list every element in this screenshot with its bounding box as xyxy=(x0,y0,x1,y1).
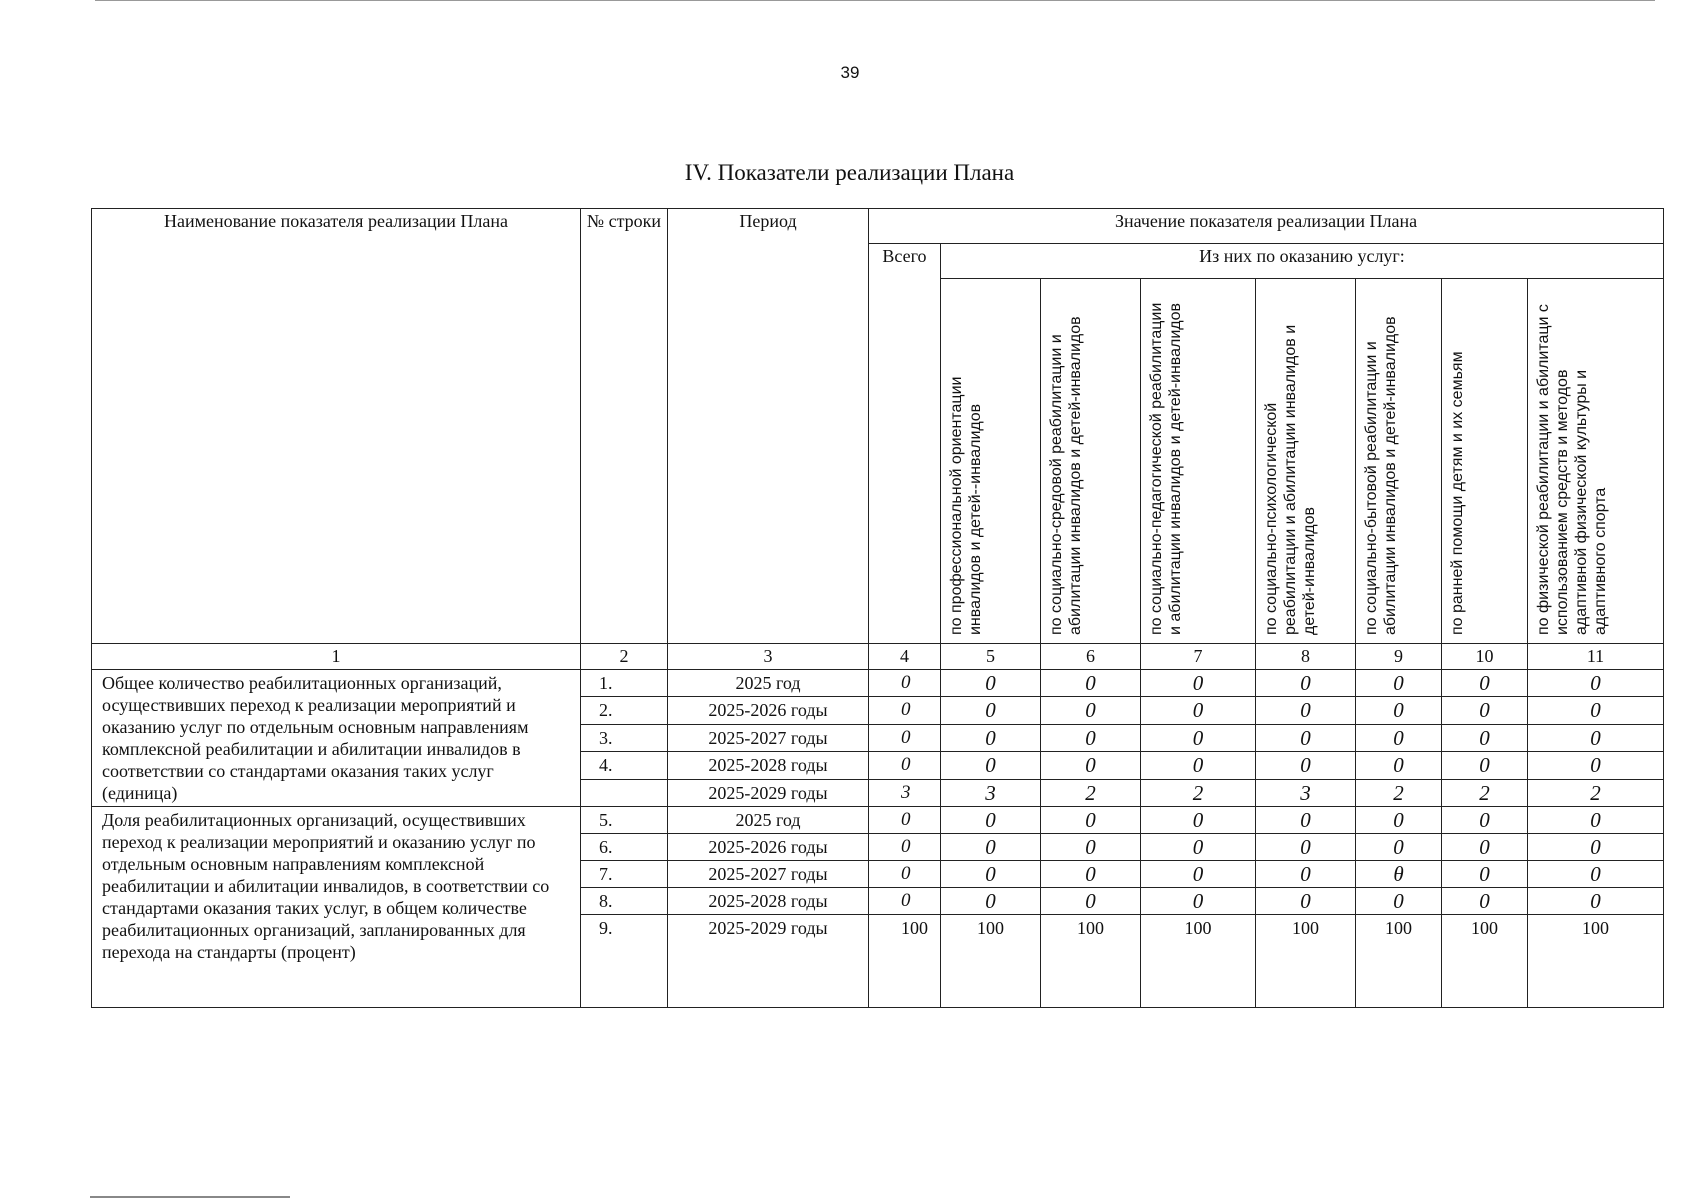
total-value: 0 xyxy=(869,697,941,724)
header-value-group: Значение показателя реализации Плана xyxy=(869,209,1664,244)
column-number: 7 xyxy=(1141,644,1256,670)
header-period: Период xyxy=(668,209,869,644)
service-value: 0 xyxy=(1041,670,1141,697)
service-value: 0 xyxy=(1141,834,1256,861)
column-number: 3 xyxy=(668,644,869,670)
total-value: 0 xyxy=(869,834,941,861)
service-value: 2 xyxy=(1041,779,1141,806)
service-label: по физической реабилитации и абилитаци с использованием средств и методов адаптивной физической культуры и адаптивного спорта xyxy=(1535,304,1609,635)
period-cell: 2025-2029 годы xyxy=(668,915,869,1008)
service-value: 0 xyxy=(1041,697,1141,724)
service-value: 0 xyxy=(1442,807,1528,834)
service-value: 0 xyxy=(1442,724,1528,751)
service-value: 0 xyxy=(1256,670,1356,697)
service-value: 0 xyxy=(1041,752,1141,779)
period-cell: 2025 год xyxy=(668,807,869,834)
service-label: по профессиональной ориентации инвалидов и детей--инвалидов xyxy=(948,376,984,635)
service-value: 0 xyxy=(1528,861,1664,888)
service-value: 0 xyxy=(1041,834,1141,861)
service-value: 0 xyxy=(1442,834,1528,861)
column-number: 1 xyxy=(92,644,581,670)
row-number: 7. xyxy=(581,861,668,888)
header-service xyxy=(1356,279,1442,644)
period-cell: 2025-2026 годы xyxy=(668,834,869,861)
service-value: 0 xyxy=(1256,697,1356,724)
indicators-table xyxy=(91,208,1664,1008)
column-number: 6 xyxy=(1041,644,1141,670)
total-value: 0 xyxy=(869,861,941,888)
service-value: 0 xyxy=(941,697,1041,724)
header-service xyxy=(1256,279,1356,644)
service-value: 0 xyxy=(1141,888,1256,915)
total-value: 0 xyxy=(869,752,941,779)
header-service xyxy=(941,279,1041,644)
service-value: 100 xyxy=(1141,915,1256,1008)
row-number: 3. xyxy=(581,724,668,751)
section-title: IV. Показатели реализации Плана xyxy=(684,160,1015,185)
page-number: 39 xyxy=(840,63,860,82)
service-label: по социально-средовой реабилитации и абилитации инвалидов и детей-инвалидов xyxy=(1048,316,1084,635)
service-value: 0 xyxy=(1141,752,1256,779)
service-value: 0 xyxy=(1356,697,1442,724)
service-value: 2 xyxy=(1356,779,1442,806)
service-value: 0 xyxy=(941,834,1041,861)
row-number: 1. xyxy=(581,670,668,697)
service-value: 100 xyxy=(1041,915,1141,1008)
service-value: 0 xyxy=(1528,724,1664,751)
service-value: 0 xyxy=(1356,670,1442,697)
service-value: 100 xyxy=(1442,915,1528,1008)
service-value: 2 xyxy=(1442,779,1528,806)
service-value: 3 xyxy=(941,779,1041,806)
service-value: 0 xyxy=(1528,888,1664,915)
row-number: 6. xyxy=(581,834,668,861)
row-number xyxy=(581,779,668,806)
service-value: 100 xyxy=(1528,915,1664,1008)
row-number: 5. xyxy=(581,807,668,834)
bottom-border-line xyxy=(90,1196,290,1198)
service-value: 0 xyxy=(1256,861,1356,888)
service-value: 0 xyxy=(1356,807,1442,834)
service-value: 0 xyxy=(1442,670,1528,697)
service-value: 0 xyxy=(1528,697,1664,724)
service-value: 0 xyxy=(941,888,1041,915)
service-value: 2 xyxy=(1141,779,1256,806)
service-value: 0 xyxy=(1528,834,1664,861)
service-value: 0 xyxy=(1141,861,1256,888)
header-rowno: № строки xyxy=(581,209,668,644)
total-value: 0 xyxy=(869,888,941,915)
service-value: 0 xyxy=(1442,697,1528,724)
column-number: 4 xyxy=(869,644,941,670)
service-value: 0 xyxy=(1041,888,1141,915)
service-value: 0 xyxy=(941,724,1041,751)
column-number: 2 xyxy=(581,644,668,670)
header-sub-group: Из них по оказанию услуг: xyxy=(941,244,1664,279)
indicator-name: Доля реабилитационных организаций, осуществивших переход к реализации мероприятий и оказанию услуг по отдельным основным направлениям комплексной реабилитации и абилитации инвалидов, в соответствии со стандартами оказания таких услуг, в общем количестве реабилитационных организаций, запланированных для перехода на стандарты (процент) xyxy=(92,807,581,1008)
service-value: 100 xyxy=(941,915,1041,1008)
header-service xyxy=(1041,279,1141,644)
service-value: 0 xyxy=(941,670,1041,697)
service-value: 0 xyxy=(1356,834,1442,861)
service-value: 0 xyxy=(1528,807,1664,834)
service-value: 0 xyxy=(1356,752,1442,779)
service-value: 0 xyxy=(1442,888,1528,915)
period-cell: 2025-2029 годы xyxy=(668,779,869,806)
service-value: 0 xyxy=(1442,861,1528,888)
indicator-name: Общее количество реабилитационных организаций, осуществивших переход к реализации мероприятий и оказанию услуг по отдельным основным направлениям комплексной реабилитации и абилитации инвалидов в соответствии со стандартами оказания таких услуг (единица) xyxy=(92,670,581,807)
table-body xyxy=(92,670,1664,1008)
service-value: 0 xyxy=(1256,807,1356,834)
row-number: 8. xyxy=(581,888,668,915)
period-cell: 2025-2027 годы xyxy=(668,724,869,751)
period-cell: 2025-2028 годы xyxy=(668,752,869,779)
column-number: 9 xyxy=(1356,644,1442,670)
service-value: 0 xyxy=(1442,752,1528,779)
period-cell: 2025-2026 годы xyxy=(668,697,869,724)
service-value: 0 xyxy=(941,861,1041,888)
column-numbers-row xyxy=(92,644,1664,670)
service-label: по социально-психологической реабилитации и абилитации инвалидов и детей-инвалидов xyxy=(1263,324,1318,635)
service-value: 0 xyxy=(1356,888,1442,915)
total-value: 0 xyxy=(869,670,941,697)
period-cell: 2025 год xyxy=(668,670,869,697)
service-value: 0 xyxy=(1141,697,1256,724)
total-value: 100 xyxy=(869,915,941,1008)
service-value: 0 xyxy=(1141,670,1256,697)
service-value: 100 xyxy=(1256,915,1356,1008)
header-total: Всего xyxy=(869,244,941,644)
service-value: 0 xyxy=(1356,724,1442,751)
service-label: по ранней помощи детям и их семьям xyxy=(1449,351,1466,635)
service-value: 0 xyxy=(1256,752,1356,779)
row-number: 4. xyxy=(581,752,668,779)
header-service xyxy=(1442,279,1528,644)
service-value: 3 xyxy=(1256,779,1356,806)
service-value: 0 xyxy=(941,807,1041,834)
total-value: 3 xyxy=(869,779,941,806)
table-row xyxy=(92,670,1664,697)
column-number: 11 xyxy=(1528,644,1664,670)
total-value: 0 xyxy=(869,724,941,751)
service-label: по социально-бытовой реабилитации и абилитации инвалидов и детей-инвалидов xyxy=(1363,316,1399,635)
service-value: 0 xyxy=(941,752,1041,779)
service-value: 0 xyxy=(1256,724,1356,751)
service-value: 2 xyxy=(1528,779,1664,806)
service-value: 0 xyxy=(1528,752,1664,779)
service-value: 0 xyxy=(1256,834,1356,861)
header-service xyxy=(1528,279,1664,644)
service-value: 0 xyxy=(1141,807,1256,834)
row-number: 9. xyxy=(581,915,668,1008)
total-value: 0 xyxy=(869,807,941,834)
header-service xyxy=(1141,279,1256,644)
column-number: 8 xyxy=(1256,644,1356,670)
row-number: 2. xyxy=(581,697,668,724)
service-value: 0 xyxy=(1256,888,1356,915)
period-cell: 2025-2027 годы xyxy=(668,861,869,888)
service-value: 0 xyxy=(1041,861,1141,888)
service-value: θ xyxy=(1356,861,1442,888)
column-number: 5 xyxy=(941,644,1041,670)
service-value: 0 xyxy=(1041,807,1141,834)
service-label: по социально-педагогической реабилитации и абилитации инвалидов и детей-инвалидов xyxy=(1148,302,1184,635)
service-value: 0 xyxy=(1041,724,1141,751)
service-value: 0 xyxy=(1528,670,1664,697)
top-border-line xyxy=(95,0,1655,1)
service-value: 100 xyxy=(1356,915,1442,1008)
table-row xyxy=(92,807,1664,834)
header-name: Наименование показателя реализации Плана xyxy=(92,209,581,644)
period-cell: 2025-2028 годы xyxy=(668,888,869,915)
column-number: 10 xyxy=(1442,644,1528,670)
service-value: 0 xyxy=(1141,724,1256,751)
